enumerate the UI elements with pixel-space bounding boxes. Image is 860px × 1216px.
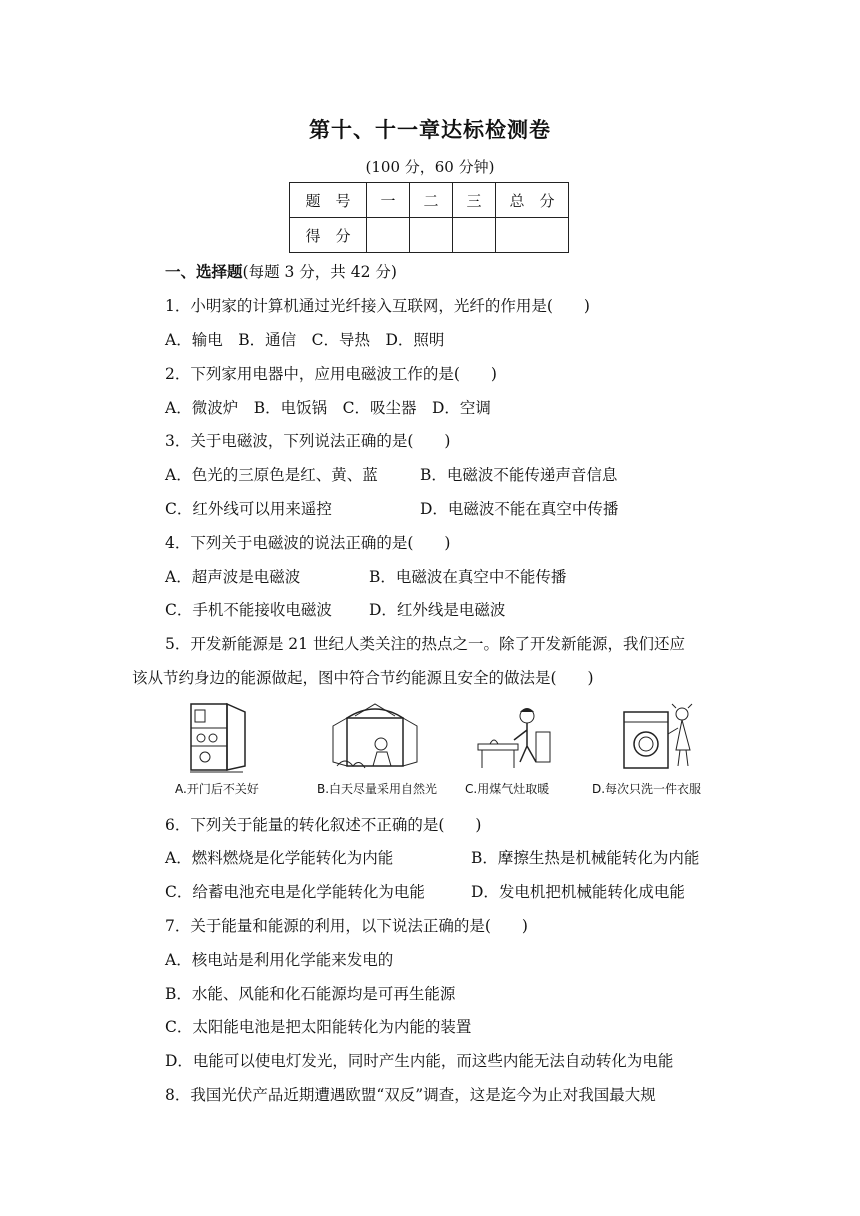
section-note: (每题 3 分，共 42 分) bbox=[242, 263, 397, 281]
question-7-option-a: A．核电站是利用化学能来发电的 bbox=[165, 951, 394, 969]
score-entry-total[interactable] bbox=[496, 218, 569, 253]
question-7-option-b: B．水能、风能和化石能源均是可再生能源 bbox=[165, 985, 456, 1003]
question-3: 3．关于电磁波，下列说法正确的是( ) bbox=[165, 432, 451, 450]
washing-machine-illustration bbox=[620, 700, 700, 776]
question-2: 2．下列家用电器中，应用电磁波工作的是( ) bbox=[165, 365, 497, 383]
figure-caption-b: B.白天尽量采用自然光 bbox=[317, 782, 438, 796]
score-table-cell: 得 分 bbox=[290, 218, 367, 253]
question-8-line-1: 8．我国光伏产品近期遭遇欧盟“双反”调查，这是迄今为止对我国最大规 bbox=[165, 1086, 656, 1104]
question-4-option-a: A．超声波是电磁波 bbox=[165, 568, 301, 586]
question-7-option-d: D．电能可以使电灯发光，同时产生内能，而这些内能无法自动转化为电能 bbox=[165, 1052, 674, 1070]
question-4-option-d: D．红外线是电磁波 bbox=[369, 601, 506, 619]
question-5-figures bbox=[165, 700, 730, 800]
question-6-option-c: C．给蓄电池充电是化学能转化为电能 bbox=[165, 883, 425, 901]
question-4: 4．下列关于电磁波的说法正确的是( ) bbox=[165, 534, 451, 552]
score-table-cell: 总 分 bbox=[496, 183, 569, 218]
question-7: 7．关于能量和能源的利用，以下说法正确的是( ) bbox=[165, 917, 528, 935]
question-3-option-a: A．色光的三原色是红、黄、蓝 bbox=[165, 466, 378, 484]
fridge-door-open-illustration bbox=[185, 700, 250, 776]
question-6-option-b: B．摩擦生热是机械能转化为内能 bbox=[471, 849, 700, 867]
question-4-option-b: B．电磁波在真空中不能传播 bbox=[369, 568, 567, 586]
score-table-cell: 二 bbox=[410, 183, 453, 218]
window-daylight-illustration bbox=[325, 700, 425, 776]
question-4-option-c: C．手机不能接收电磁波 bbox=[165, 601, 332, 619]
figure-caption-c: C.用煤气灶取暖 bbox=[465, 782, 550, 796]
question-1: 1．小明家的计算机通过光纤接入互联网，光纤的作用是( ) bbox=[165, 297, 590, 315]
score-entry-2[interactable] bbox=[410, 218, 453, 253]
question-3-option-b: B．电磁波不能传递声音信息 bbox=[420, 466, 618, 484]
score-entry-1[interactable] bbox=[367, 218, 410, 253]
question-6-option-a: A．燃料燃烧是化学能转化为内能 bbox=[165, 849, 394, 867]
question-1-options: A．输电 B．通信 C．导热 D．照明 bbox=[165, 331, 445, 349]
section-heading bbox=[165, 262, 397, 282]
question-5-line-2: 该从节约身边的能源做起，图中符合节约能源且安全的做法是( ) bbox=[132, 669, 594, 687]
question-2-options: A．微波炉 B．电饭锅 C．吸尘器 D．空调 bbox=[165, 399, 491, 417]
figure-caption-a: A.开门后不关好 bbox=[175, 782, 259, 796]
score-table bbox=[289, 182, 569, 253]
score-table-header-row bbox=[290, 183, 569, 218]
question-6: 6．下列关于能量的转化叙述不正确的是( ) bbox=[165, 816, 482, 834]
question-6-option-d: D．发电机把机械能转化成电能 bbox=[471, 883, 685, 901]
question-3-option-d: D．电磁波不能在真空中传播 bbox=[420, 500, 619, 518]
gas-stove-heating-illustration bbox=[470, 700, 560, 776]
score-table-cell: 三 bbox=[453, 183, 496, 218]
section-title: 一、选择题 bbox=[165, 262, 243, 281]
figure-caption-d: D.每次只洗一件衣服 bbox=[592, 782, 702, 796]
question-5-line-1: 5．开发新能源是 21 世纪人类关注的热点之一。除了开发新能源，我们还应 bbox=[165, 635, 685, 653]
score-table-cell: 一 bbox=[367, 183, 410, 218]
score-table-cell: 题 号 bbox=[290, 183, 367, 218]
question-7-option-c: C．太阳能电池是把太阳能转化为内能的装置 bbox=[165, 1018, 472, 1036]
page-title: 第十、十一章达标检测卷 bbox=[309, 117, 551, 142]
score-entry-3[interactable] bbox=[453, 218, 496, 253]
score-table-score-row bbox=[290, 218, 569, 253]
question-3-option-c: C．红外线可以用来遥控 bbox=[165, 500, 332, 518]
exam-score-time: (100 分，60 分钟) bbox=[365, 158, 495, 176]
